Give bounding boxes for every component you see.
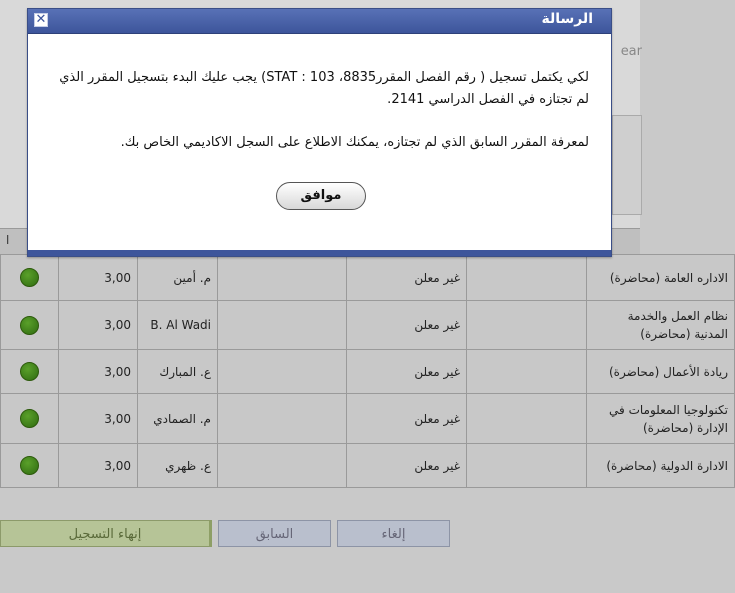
course-name-cell: نظام العمل والخدمة المدنية (محاضرة) xyxy=(587,301,735,350)
status-dot-icon xyxy=(20,268,39,287)
credits-cell: 3,00 xyxy=(59,255,138,301)
section-cell xyxy=(467,394,587,444)
status-dot-icon xyxy=(20,409,39,428)
credits-cell: 3,00 xyxy=(59,394,138,444)
dialog-message-secondary: لمعرفة المقرر السابق الذي لم تجتازه، يمكنك الاطلاع على السجل الاكاديمي الخاص بك. xyxy=(120,135,589,150)
dialog-title: الرسالة xyxy=(541,11,593,27)
status-dot-icon xyxy=(20,362,39,381)
status-cell xyxy=(1,255,59,301)
table-row xyxy=(1,301,735,350)
course-name-cell: الاداره العامة (محاضرة) xyxy=(587,255,735,301)
status-dot-icon xyxy=(20,316,39,335)
schedule-cell xyxy=(218,255,347,301)
teacher-cell: B. Al Wadi xyxy=(138,301,218,350)
course-name-cell: ريادة الأعمال (محاضرة) xyxy=(587,350,735,394)
availability-cell: غير معلن xyxy=(347,301,467,350)
credits-cell: 3,00 xyxy=(59,301,138,350)
message-dialog xyxy=(27,8,612,257)
teacher-cell: ع. المبارك xyxy=(138,350,218,394)
courses-table xyxy=(0,254,735,488)
schedule-cell xyxy=(218,444,347,488)
teacher-cell: ع. ظهري xyxy=(138,444,218,488)
edge-panel xyxy=(612,115,642,215)
previous-button[interactable]: السابق xyxy=(218,520,331,547)
ok-button[interactable]: موافق xyxy=(276,182,366,210)
section-cell xyxy=(467,444,587,488)
status-cell xyxy=(1,394,59,444)
status-cell xyxy=(1,444,59,488)
availability-cell: غير معلن xyxy=(347,350,467,394)
section-cell xyxy=(467,350,587,394)
availability-cell: غير معلن xyxy=(347,255,467,301)
status-cell xyxy=(1,301,59,350)
course-name-cell: الادارة الدولية (محاضرة) xyxy=(587,444,735,488)
edge-text: ear xyxy=(620,44,642,59)
teacher-cell: م. الصمادي xyxy=(138,394,218,444)
dialog-message: لكي يكتمل تسجيل ( رقم الفصل المقرر8835، 103 : STAT) يجب عليك البدء بتسجيل المقرر الذي لم تجتازه في الفصل الدراسي 2141. xyxy=(59,70,589,107)
teacher-cell: م. أمين xyxy=(138,255,218,301)
section-cell xyxy=(467,301,587,350)
dialog-titlebar xyxy=(28,9,611,34)
table-row xyxy=(1,255,735,301)
table-row xyxy=(1,444,735,488)
credits-cell: 3,00 xyxy=(59,444,138,488)
table-row xyxy=(1,350,735,394)
table-row xyxy=(1,394,735,444)
status-cell xyxy=(1,350,59,394)
header-edge-label: ا xyxy=(6,233,10,247)
close-icon[interactable]: ✕ xyxy=(35,12,47,27)
section-cell xyxy=(467,255,587,301)
cancel-button[interactable]: إلغاء xyxy=(337,520,450,547)
schedule-cell xyxy=(218,301,347,350)
schedule-cell xyxy=(218,394,347,444)
availability-cell: غير معلن xyxy=(347,444,467,488)
schedule-cell xyxy=(218,350,347,394)
status-dot-icon xyxy=(20,456,39,475)
dialog-bottom-border xyxy=(28,250,611,256)
credits-cell: 3,00 xyxy=(59,350,138,394)
course-name-cell: تكنولوجيا المعلومات في الإدارة (محاضرة) xyxy=(587,394,735,444)
finish-registration-button[interactable]: إنهاء التسجيل xyxy=(0,520,212,547)
availability-cell: غير معلن xyxy=(347,394,467,444)
